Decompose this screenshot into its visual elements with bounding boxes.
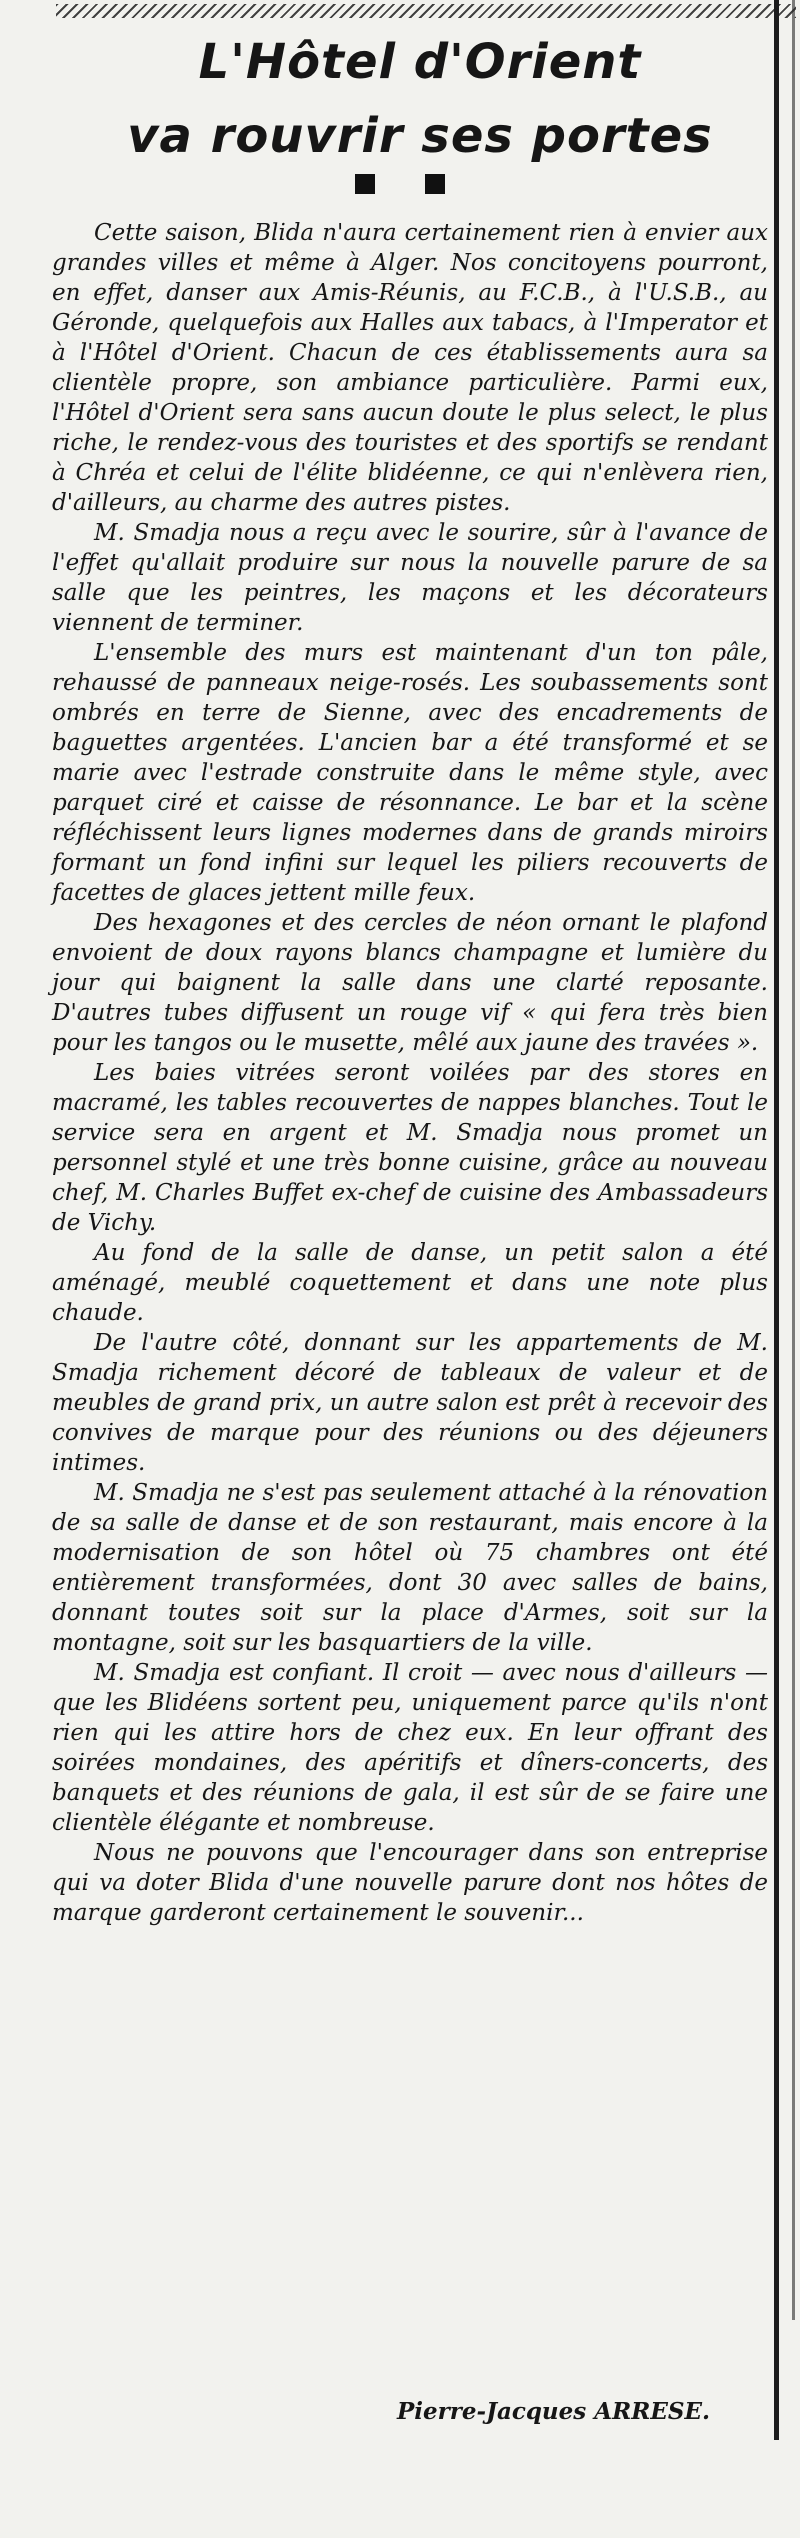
paragraph: De l'autre côté, donnant sur les appartements de M. Smadja richement décoré de tableaux de valeur et de meubles de grand prix, un autre salon est prêt à recevoir des convives de marque pour des réunions ou des déjeuners intimes. [52,1330,768,1476]
paragraph: Au fond de la salle de danse, un petit salon a été aménagé, meublé coquettement et dans une note plus chaude. [52,1240,768,1326]
headline-line-1: L'Hôtel d'Orient [198,34,642,90]
separator-square [425,174,445,194]
separator-square [355,174,375,194]
paragraph: Les baies vitrées seront voilées par des stores en macramé, les tables recouvertes de nappes blanches. Tout le service sera en argent et M. Smadja nous promet un personnel stylé et une très bonne cuisine, grâce au nouveau chef, M. Charles Buffet ex-chef de cuisine des Ambassadeurs de Vichy. [52,1060,768,1236]
paragraph: L'ensemble des murs est maintenant d'un ton pâle, rehaussé de panneaux neige-rosés. Les soubassements sont ombrés en terre de Sienne, avec des encadrements de baguettes argentées. L'ancien bar a été transformé et se marie avec l'estrade construite dans le même style, avec parquet ciré et caisse de résonnance. Le bar et la scène réfléchissent leurs lignes modernes dans de grands miroirs formant un fond infini sur lequel les piliers recouverts de facettes de glaces jettent mille feux. [52,640,768,906]
headline-line-2: va rouvrir ses portes [127,108,713,164]
separator-squares [0,174,800,194]
paragraph: M. Smadja ne s'est pas seulement attaché à la rénovation de sa salle de danse et de son restaurant, mais encore à la modernisation de son hôtel où 75 chambres ont été entièrement transformées, dont 30 avec salles de bains, donnant toutes soit sur la place d'Armes, soit sur la montagne, soit sur les basquartiers de la ville. [52,1480,768,1656]
paragraph: Cette saison, Blida n'aura certainement rien à envier aux grandes villes et même à Alger. Nos concitoyens pourront, en effet, danser aux Amis-Réunis, au F.C.B., à l'U.S.B., au Géronde, quelquefois aux Halles aux tabacs, à l'Imperator et à l'Hôtel d'Orient. Chacun de ces établissements aura sa clientèle propre, son ambiance particulière. Parmi eux, l'Hôtel d'Orient sera sans aucun doute le plus select, le plus riche, le rendez-vous des touristes et des sportifs se rendant à Chréa et celui de l'élite blidéenne, ce qui n'enlèvera rien, d'ailleurs, au charme des autres pistes. [52,220,768,516]
column-rule [774,0,779,2440]
paragraph: Nous ne pouvons que l'encourager dans son entreprise qui va doter Blida d'une nouvelle parure dont nos hôtes de marque garderont certainement le souvenir... [52,1840,768,1926]
paragraph: M. Smadja est confiant. Il croit — avec nous d'ailleurs — que les Blidéens sortent peu, uniquement parce qu'ils n'ont rien qui les attire hors de chez eux. En leur offrant des soirées mondaines, des apéritifs et dîners-concerts, des banquets et des réunions de gala, il est sûr de se faire une clientèle élégante et nombreuse. [52,1660,768,1836]
author-signature: Pierre-Jacques ARRESE. [396,2398,710,2425]
adjacent-column-rule [792,0,795,2320]
article-body [52,218,768,1928]
paragraph: Des hexagones et des cercles de néon ornant le plafond envoient de doux rayons blancs champagne et lumière du jour qui baignent la salle dans une clarté reposante. D'autres tubes diffusent un rouge vif « qui fera très bien pour les tangos ou le musette, mêlé aux jaune des travées ». [52,910,768,1056]
top-hatched-rule [56,4,796,18]
paragraph: M. Smadja nous a reçu avec le sourire, sûr à l'avance de l'effet qu'allait produire sur nous la nouvelle parure de sa salle que les peintres, les maçons et les décorateurs viennent de terminer. [52,520,768,636]
